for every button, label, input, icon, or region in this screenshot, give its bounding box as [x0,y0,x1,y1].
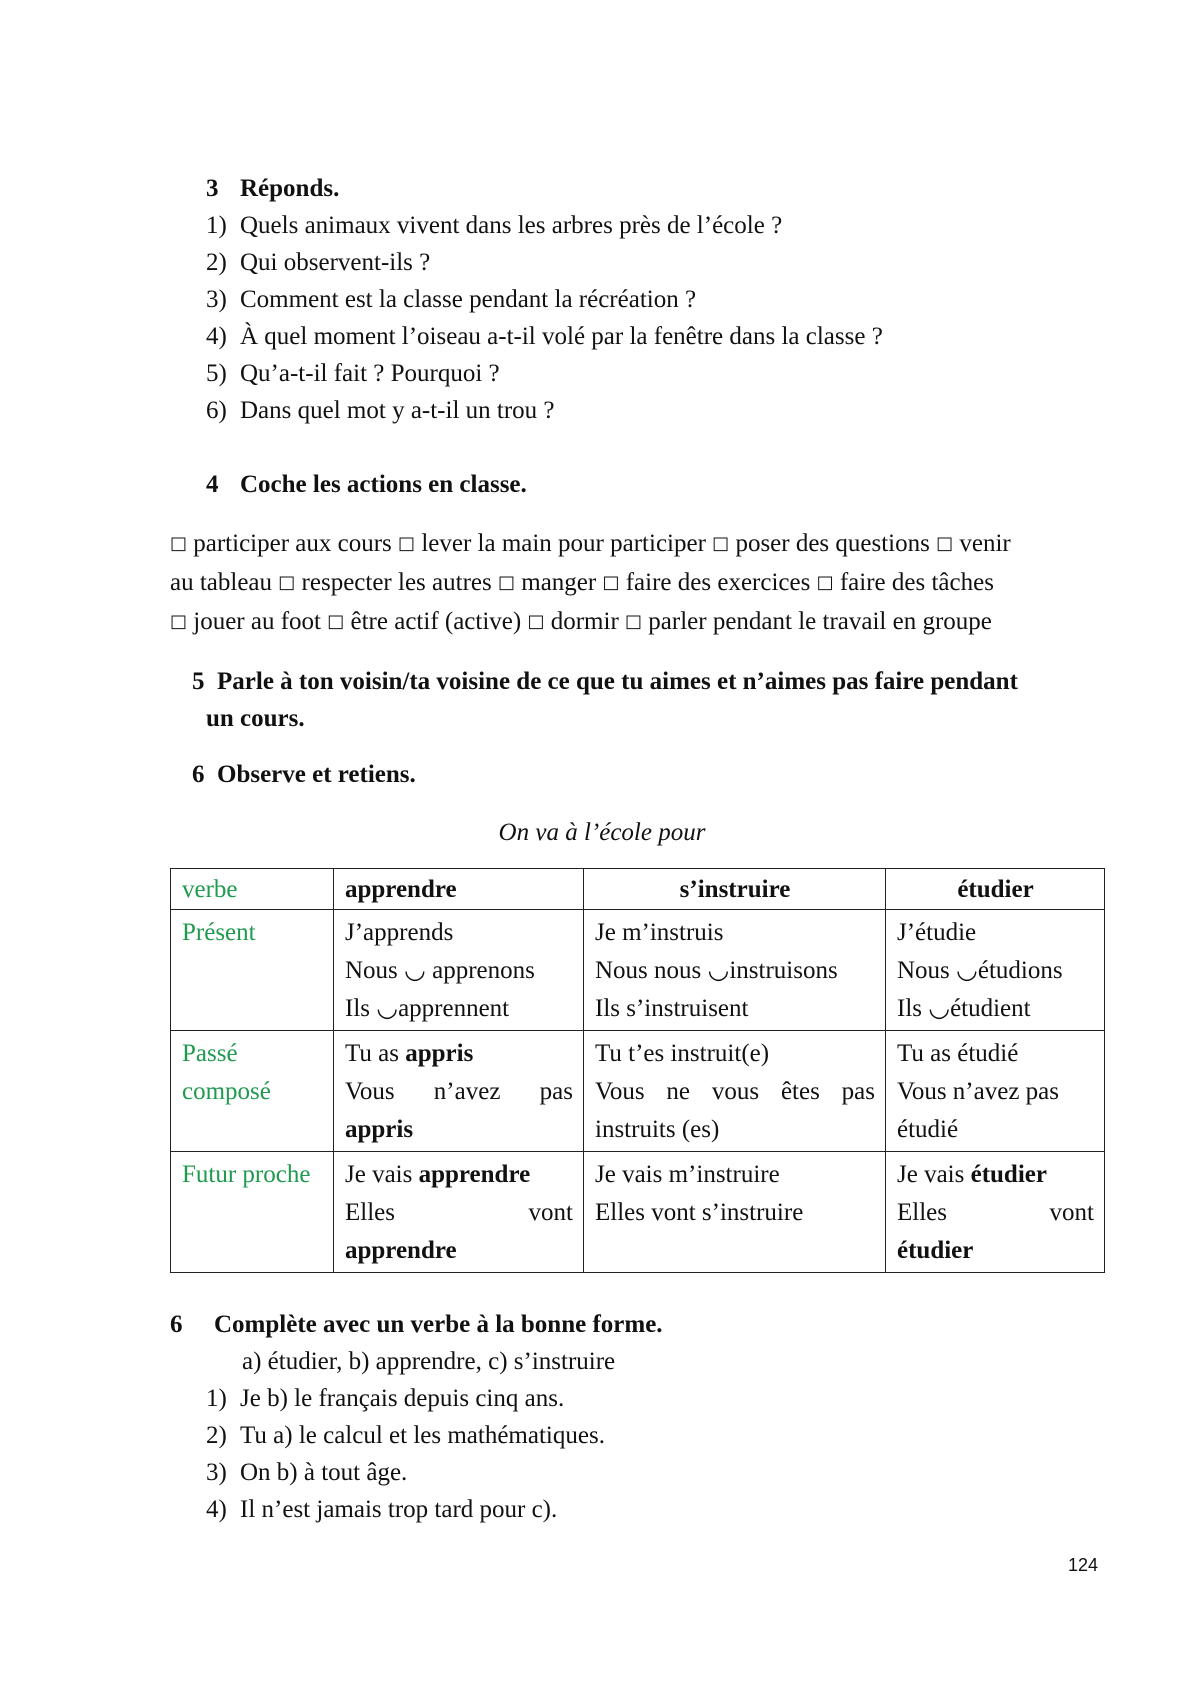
table-row [171,1152,1105,1273]
table-cell: J’étudie Nous ◡étudions Ils ◡étudient [886,910,1105,1031]
list-item: 3) On b) à tout âge. [206,1459,408,1486]
list-item: 2) Tu a) le calcul et les mathématiques. [206,1422,605,1449]
table-cell: Je vais m’instruire Elles vont s’instruire [584,1152,886,1273]
exercise-number: 6 [192,761,205,788]
conjugation-table [170,868,1105,1273]
table-header-cell: s’instruire [584,869,886,910]
exercise-4-heading [206,472,527,497]
tense-label: Présent [171,910,334,1031]
checkbox-icon[interactable]: □ [327,611,345,632]
table-cell: Tu as appris Vous n’avez pas appris [334,1031,584,1152]
checkbox-icon[interactable]: □ [278,572,296,593]
checkbox-icon[interactable]: □ [170,533,188,554]
list-item: 5) Qu’a-t-il fait ? Pourquoi ? [206,360,500,387]
checkbox-icon[interactable]: □ [936,533,954,554]
checklist-line: □ jouer au foot □ être actif (active) □ dormir □ parler pendant le travail en groupe [170,608,992,635]
exercise-number: 5 [192,668,205,695]
table-header-row [171,869,1105,910]
table-cell: J’apprends Nous ◡ apprenons Ils ◡apprennent [334,910,584,1031]
table-cell: Tu t’es instruit(e) Vous ne vous êtes pas instruits (es) [584,1031,886,1152]
exercise-title: Réponds. [240,175,340,202]
checklist-line: □ participer aux cours □ lever la main pour participer □ poser des questions □ venir [170,530,1011,557]
table-cell: Je m’instruis Nous nous ◡instruisons Ils s’instruisent [584,910,886,1031]
table-caption: On va à l’école pour [498,819,706,846]
checkbox-icon[interactable]: □ [170,611,188,632]
exercise-title: Observe et retiens. [217,761,416,788]
exercise-6b-heading [170,1312,663,1337]
list-item: 2) Qui observent-ils ? [206,249,431,276]
exercise-number: 4 [206,471,219,498]
checkbox-icon[interactable]: □ [602,572,620,593]
tense-label: Futur proche [171,1152,334,1273]
table-header-cell: apprendre [334,869,584,910]
list-item: 4) Il n’est jamais trop tard pour c). [206,1496,558,1523]
exercise-5-heading [192,669,1018,694]
exercise-title: Parle à ton voisin/ta voisine de ce que tu aimes et n’aimes pas faire pendant [217,668,1018,695]
checkbox-icon[interactable]: □ [816,572,834,593]
table-cell: Tu as étudié Vous n’avez pas étudié [886,1031,1105,1152]
exercise-title: Complète avec un verbe à la bonne forme. [214,1311,663,1338]
list-item: 1) Quels animaux vivent dans les arbres près de l’école ? [206,212,783,239]
table-cell: Je vais apprendre Elles vont apprendre [334,1152,584,1273]
tense-label: Passé composé [171,1031,334,1152]
exercise-number: 3 [206,175,219,202]
checkbox-icon[interactable]: □ [497,572,515,593]
table-row [171,910,1105,1031]
table-cell: Je vais étudier Elles vont étudier [886,1152,1105,1273]
exercise-number: 6 [170,1311,183,1338]
exercise-6-heading [192,762,416,787]
table-header-cell: verbe [171,869,334,910]
page-number: 124 [1068,1555,1099,1575]
verb-options: a) étudier, b) apprendre, c) s’instruire [242,1348,616,1375]
list-item: 3) Comment est la classe pendant la récréation ? [206,286,697,313]
list-item: 6) Dans quel mot y a-t-il un trou ? [206,397,555,424]
checklist-line: au tableau □ respecter les autres □ manger □ faire des exercices □ faire des tâches [170,569,994,596]
table-header-cell: étudier [886,869,1105,910]
exercise-3-heading [206,176,339,201]
list-item: 4) À quel moment l’oiseau a-t-il volé par la fenêtre dans la classe ? [206,323,883,350]
checkbox-icon[interactable]: □ [527,611,545,632]
checkbox-icon[interactable]: □ [712,533,730,554]
exercise-title: Coche les actions en classe. [240,471,527,498]
table-row [171,1031,1105,1152]
list-item: 1) Je b) le français depuis cinq ans. [206,1385,565,1412]
checkbox-icon[interactable]: □ [398,533,416,554]
checkbox-icon[interactable]: □ [625,611,643,632]
exercise-5-heading-cont: un cours. [206,705,305,732]
